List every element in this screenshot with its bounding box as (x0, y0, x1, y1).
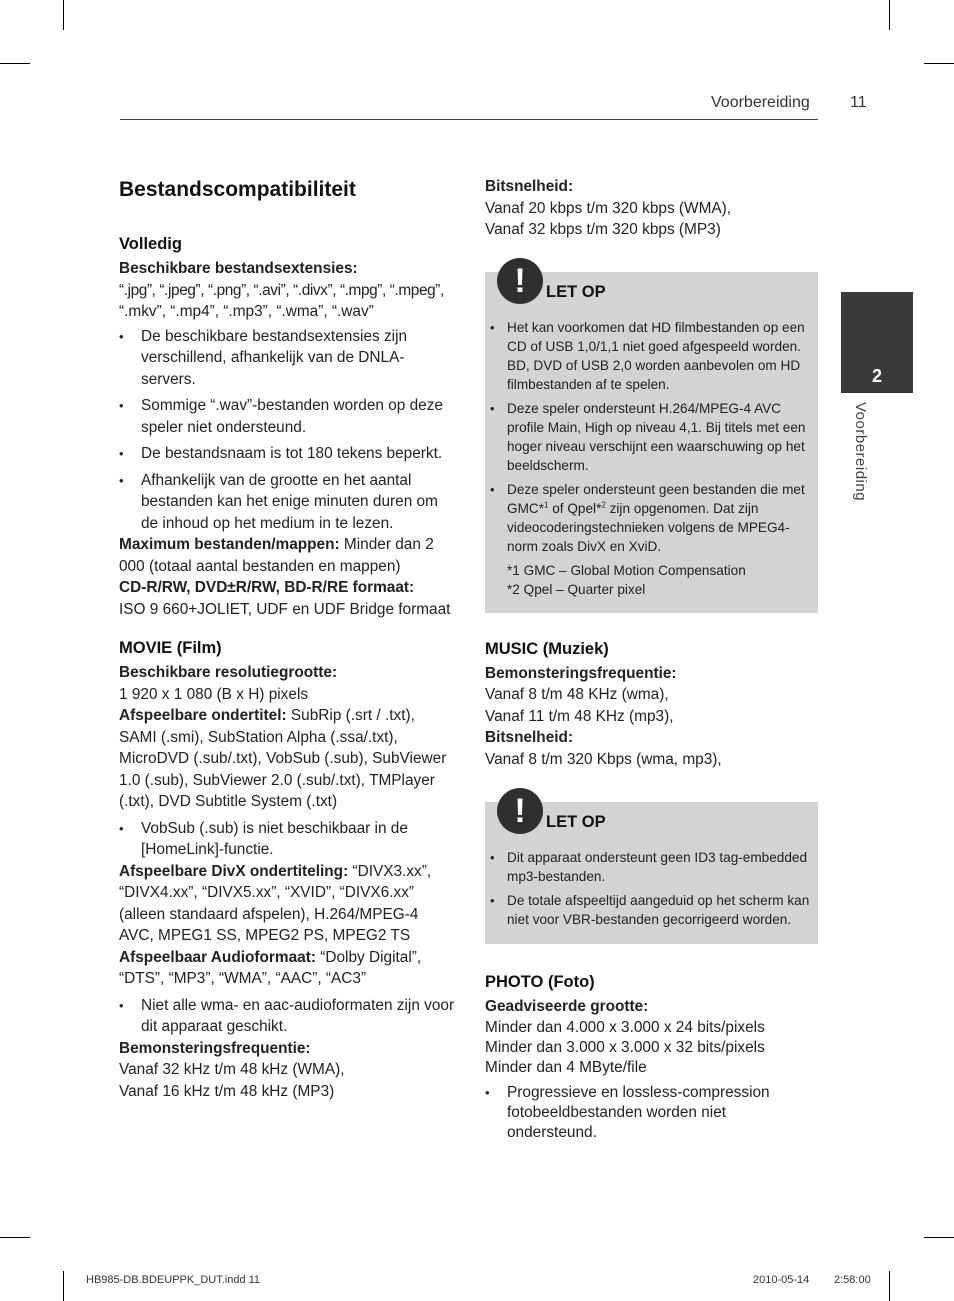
list-item: • Het kan voorkomen dat HD filmbestanden op een CD of USB 1,0/1,1 niet goed afgespeeld worden. BD, DVD of USB 2,0 worden aanbevolen om HD filmbestanden af te spelen. (485, 318, 812, 394)
extensions-label: Beschikbare bestandsextensies: (119, 260, 358, 277)
caution-title: LET OP (546, 813, 606, 831)
crop-mark (63, 0, 64, 30)
list-item: • Sommige “.wav”-bestanden worden op deze speler niet ondersteund. (119, 395, 455, 438)
photo-size-line: Minder dan 4.000 x 3.000 x 24 bits/pixels (485, 1018, 765, 1036)
crop-mark (924, 1237, 954, 1238)
list-item: • Deze speler ondersteunt H.264/MPEG-4 AVC profile Main, High op niveau 4,1. Bij titels met een hoger niveau verschijnt een waarschuwing op het beeldscherm. (485, 399, 812, 475)
resolution-value: 1 920 x 1 080 (B x H) pixels (119, 685, 309, 703)
divx-value: “DIVX3.xx”, “DIVX4.xx”, “DIVX5.xx”, “XVID”, “DIVX6.xx” (alleen standaard afspelen), H.264/MPEG-4 AVC, MPEG1 SS, MPEG2 PS, MPEG2 TS (119, 862, 432, 944)
divx-label: Afspeelbare DivX ondertiteling: (119, 862, 349, 880)
extensions-line: “.mkv”, “.mp4”, “.mp3”, “.wma”, “.wav” (119, 303, 374, 320)
caution-title: LET OP (546, 282, 606, 301)
chapter-number: 2 (871, 366, 882, 386)
bullet-text: of Qpel* (548, 500, 602, 516)
list-item: • Afhankelijk van de grootte en het aantal bestanden kan het enige minuten duren om de inhoud op het medium in te lezen. (119, 470, 455, 535)
audio-bullets (119, 995, 455, 1038)
volledig-bullets (119, 326, 455, 535)
caution-box (485, 792, 818, 944)
list-item: • Progressieve en lossless-compression fotobeeldbestanden worden niet ondersteund. (485, 1083, 818, 1143)
bitrate-line: Vanaf 32 kbps t/m 320 kbps (MP3) (485, 221, 721, 238)
section-heading-photo: PHOTO (Foto) (485, 973, 595, 991)
caution-bullets (485, 318, 818, 556)
music-frequency-line: Vanaf 11 t/m 48 KHz (mp3), (485, 707, 674, 725)
movie-frequency-line: Vanaf 32 kHz t/m 48 kHz (WMA), (119, 1061, 345, 1078)
list-item: • De totale afspeeltijd aangeduid op het scherm kan niet voor VBR-bestanden gecorrigeerd worden. (485, 891, 812, 929)
audio-paragraph (119, 947, 455, 990)
audio-value: “Dolby Digital”, “DTS”, “MP3”, “WMA”, “AAC”, “AC3” (119, 948, 422, 987)
footnote-ref: 2 (601, 499, 606, 509)
music-bitrate-value: Vanaf 8 t/m 320 Kbps (wma, mp3), (485, 750, 722, 768)
max-files-label: Maximum bestanden/mappen: (119, 536, 340, 553)
chapter-tab-label: Voorbereiding (852, 402, 869, 502)
bullet-text: zijn opgenomen. Dat zijn videocoderingstechnieken volgens de MPEG4-norm zoals DivX en XviD. (507, 500, 790, 554)
chapter-tab (841, 292, 913, 393)
footer-time: 2:58:00 (834, 1274, 871, 1286)
divx-paragraph (119, 861, 455, 947)
music-frequency-line: Vanaf 8 t/m 48 KHz (wma), (485, 686, 669, 703)
max-files-paragraph (119, 534, 455, 577)
section-heading-volledig: Volledig (119, 235, 182, 253)
bitrate-label: Bitsnelheid: (485, 178, 574, 195)
photo-size-label: Geadviseerde grootte: (485, 998, 649, 1015)
resolution-label: Beschikbare resolutiegrootte: (119, 664, 338, 681)
list-item: • VobSub (.sub) is niet beschikbaar in de [HomeLink]-functie. (119, 818, 455, 861)
crop-mark (0, 1237, 30, 1238)
page-number: 11 (850, 94, 867, 111)
caution-box (485, 261, 818, 613)
disc-format-value: ISO 9 660+JOLIET, UDF en UDF Bridge formaat (119, 600, 451, 618)
photo-bullets (485, 1083, 818, 1143)
left-column (119, 176, 455, 1102)
disc-format-label: CD-R/RW, DVD±R/RW, BD-R/RE formaat: (119, 579, 415, 596)
movie-frequency-line: Vanaf 16 kHz t/m 48 kHz (MP3) (119, 1082, 335, 1100)
caution-bullets (485, 848, 818, 929)
footer-filename: HB985-DB.BDEUPPK_DUT.indd 11 (86, 1274, 261, 1286)
header-rule (120, 119, 818, 120)
extensions-line: “.jpg”, “.jpeg”, “.png”, “.avi”, “.divx”, “.mpg”, “.mpeg”, (119, 281, 444, 299)
crop-mark (889, 0, 890, 30)
subtitle-paragraph (119, 705, 455, 813)
crop-mark (0, 63, 30, 64)
list-item: • De bestandsnaam is tot 180 tekens beperkt. (119, 443, 455, 465)
subtitle-bullets (119, 818, 455, 861)
exclamation-icon: ! (497, 258, 543, 304)
bullet-text: Deze speler ondersteunt geen bestanden die met GMC* (507, 481, 805, 516)
crop-mark (889, 1271, 890, 1301)
subtitle-value: SubRip (.srt / .txt), SAMI (.smi), SubStation Alpha (.ssa/.txt), MicroDVD (.sub/.txt), VobSub (.sub), SubViewer 1.0 (.sub), SubViewer 2.0 (.sub/.txt), TMPlayer (.txt), DVD Subtitle System (.txt) (119, 707, 447, 810)
list-item: • De beschikbare bestandsextensies zijn verschillend, afhankelijk van de DNLA-servers. (119, 326, 455, 391)
music-bitrate-label: Bitsnelheid: (485, 729, 574, 746)
right-column (485, 176, 818, 1143)
footnote: *1 GMC – Global Motion Compensation (507, 562, 746, 578)
photo-size-line: Minder dan 4 MByte/file (485, 1058, 647, 1076)
page-title: Bestandscompatibiliteit (119, 178, 356, 201)
list-item: • Niet alle wma- en aac-audioformaten zijn voor dit apparaat geschikt. (119, 995, 455, 1038)
footnote: *2 Qpel – Quarter pixel (507, 581, 646, 597)
max-files-value: Minder dan 2 000 (totaal aantal bestanden en mappen) (119, 536, 434, 575)
photo-size-line: Minder dan 3.000 x 3.000 x 32 bits/pixels (485, 1038, 765, 1056)
crop-mark (924, 63, 954, 64)
movie-frequency-label: Bemonsteringsfrequentie: (119, 1039, 311, 1057)
footer-date: 2010-05-14 (753, 1274, 810, 1286)
crop-mark (63, 1271, 64, 1301)
music-frequency-label: Bemonsteringsfrequentie: (485, 664, 677, 682)
bitrate-line: Vanaf 20 kbps t/m 320 kbps (WMA), (485, 199, 732, 217)
list-item: • Dit apparaat ondersteunt geen ID3 tag-embedded mp3-bestanden. (485, 848, 812, 886)
section-heading-music: MUSIC (Muziek) (485, 639, 609, 658)
audio-label: Afspeelbaar Audioformaat: (119, 948, 316, 966)
footnote-ref: 1 (544, 499, 549, 509)
caution-title-row (485, 792, 818, 848)
subtitle-label: Afspeelbare ondertitel: (119, 707, 287, 724)
caution-title-row (485, 261, 818, 318)
running-header-section: Voorbereiding (711, 94, 810, 111)
exclamation-icon: ! (497, 788, 543, 834)
list-item (485, 480, 812, 556)
section-heading-movie: MOVIE (Film) (119, 639, 222, 657)
